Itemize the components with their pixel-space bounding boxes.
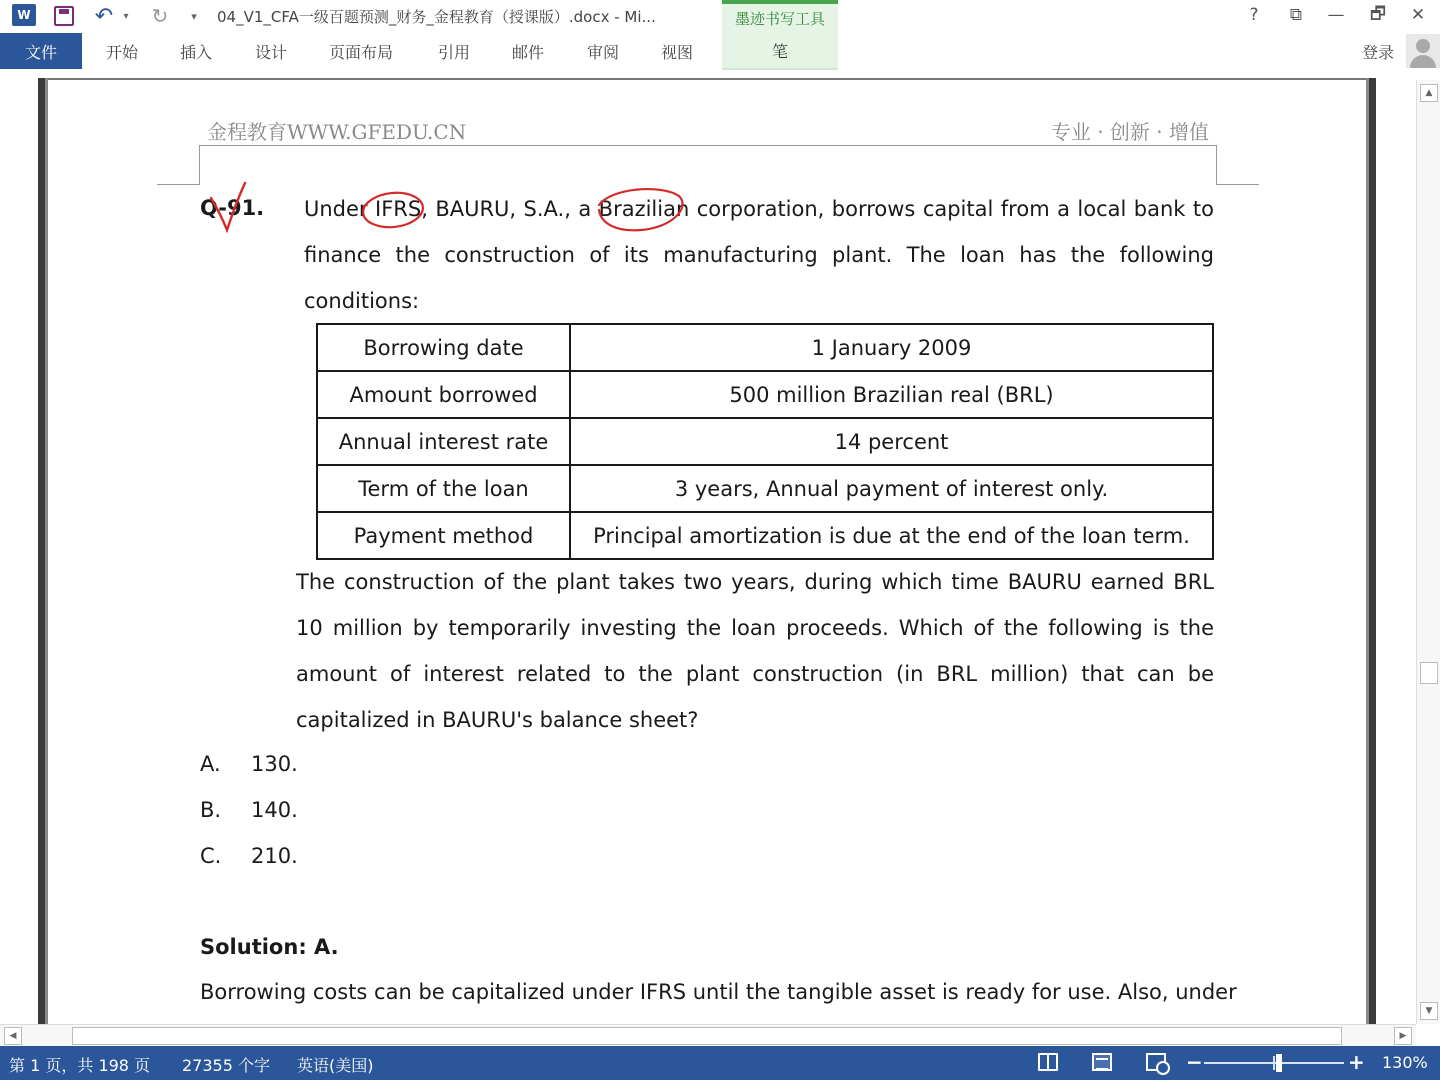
zoom-slider-thumb[interactable] xyxy=(1276,1054,1282,1072)
scroll-up-icon[interactable]: ▲ xyxy=(1420,84,1438,102)
option-letter-c: C. xyxy=(200,844,222,868)
customize-qat-icon[interactable]: ▾ xyxy=(191,9,197,23)
page-edge-right xyxy=(1366,78,1376,1024)
option-value-a: 130. xyxy=(251,752,298,776)
scroll-left-icon[interactable]: ◀ xyxy=(4,1027,22,1045)
zoom-slider-midmark xyxy=(1273,1056,1275,1070)
scroll-right-icon[interactable]: ▶ xyxy=(1394,1027,1412,1045)
zoom-level[interactable]: 130% xyxy=(1382,1053,1428,1072)
solution-text: Borrowing costs can be capitalized under IFRS until the tangible asset is ready for use. Also, under xyxy=(200,980,1237,1004)
read-mode-icon[interactable] xyxy=(1038,1053,1058,1071)
tab-view[interactable]: 视图 xyxy=(661,43,694,62)
loan-conditions-table xyxy=(316,323,1214,560)
table-row xyxy=(317,512,1213,559)
option-letter-b: B. xyxy=(200,798,222,822)
tab-review[interactable]: 审阅 xyxy=(587,43,620,62)
word-icon-letter: W xyxy=(17,8,31,22)
tab-insert[interactable]: 插入 xyxy=(180,43,213,62)
margin-mark-right xyxy=(1216,184,1259,185)
header-tick-left xyxy=(199,145,200,185)
minimize-icon[interactable]: — xyxy=(1327,5,1345,25)
table-cell-value: Principal amortization is due at the end of the loan term. xyxy=(570,512,1213,559)
tab-pen[interactable]: 笔 xyxy=(722,32,838,70)
title-bar xyxy=(0,0,1440,32)
word-count[interactable]: 27355 个字 xyxy=(182,1056,270,1075)
document-workspace xyxy=(0,70,1440,1024)
ribbon-tabs xyxy=(0,32,1440,70)
option-value-c: 210. xyxy=(251,844,298,868)
tab-design[interactable]: 设计 xyxy=(255,43,288,62)
page-header-left: 金程教育WWW.GFEDU.CN xyxy=(207,120,467,144)
tab-file[interactable]: 文件 xyxy=(0,33,82,69)
table-cell-label: Annual interest rate xyxy=(317,418,570,465)
question-body: The construction of the plant takes two years, during which time BAURU earned BRL 10 million by temporarily investing the loan proceeds. Which of the following is the amount of interest related to the plant construction (in BRL million) that can be capitalized in BAURU's balance sheet? xyxy=(296,570,1214,732)
table-cell-label: Term of the loan xyxy=(317,465,570,512)
table-cell-value: 14 percent xyxy=(570,418,1213,465)
print-layout-icon[interactable] xyxy=(1092,1053,1112,1071)
table-row xyxy=(317,324,1213,371)
document-title: 04_V1_CFA一级百题预测_财务_金程教育（授课版）.docx - Mi... xyxy=(217,8,656,26)
tab-references[interactable]: 引用 xyxy=(438,43,471,62)
close-icon[interactable]: ✕ xyxy=(1410,5,1426,25)
vertical-scrollbar[interactable] xyxy=(1416,80,1440,1024)
header-rule xyxy=(199,145,1217,146)
help-icon[interactable]: ? xyxy=(1249,5,1259,25)
zoom-in-icon[interactable]: + xyxy=(1348,1050,1365,1074)
tab-mailings[interactable]: 邮件 xyxy=(512,43,545,62)
horizontal-scroll-thumb[interactable] xyxy=(72,1027,1342,1045)
zoom-out-icon[interactable]: − xyxy=(1186,1050,1203,1074)
page-edge-left xyxy=(38,78,48,1024)
page-header-right: 专业 · 创新 · 增值 xyxy=(1050,120,1209,144)
word-icon[interactable] xyxy=(12,4,36,26)
restore-icon[interactable]: 🗗 xyxy=(1370,3,1386,24)
table-cell-label: Borrowing date xyxy=(317,324,570,371)
scroll-down-icon[interactable]: ▼ xyxy=(1420,1002,1438,1020)
table-row xyxy=(317,465,1213,512)
option-letter-a: A. xyxy=(200,752,221,776)
avatar[interactable] xyxy=(1406,34,1440,68)
ink-tools-group-title: 墨迹书写工具 xyxy=(722,0,838,32)
horizontal-scrollbar[interactable] xyxy=(0,1024,1416,1046)
table-row xyxy=(317,371,1213,418)
option-value-b: 140. xyxy=(251,798,298,822)
undo-icon[interactable]: ↶ xyxy=(94,3,114,29)
table-cell-value: 3 years, Annual payment of interest only. xyxy=(570,465,1213,512)
question-intro: Under IFRS, BAURU, S.A., a Brazilian corporation, borrows capital from a local bank to finance the construction of its manufacturing plant. The loan has the following conditions: xyxy=(304,197,1214,313)
redo-icon[interactable]: ↻ xyxy=(151,4,169,28)
table-cell-value: 1 January 2009 xyxy=(570,324,1213,371)
page-count[interactable]: 第 1 页，共 198 页 xyxy=(9,1056,151,1075)
table-cell-label: Payment method xyxy=(317,512,570,559)
margin-mark-left xyxy=(157,184,200,185)
solution-label: Solution: A. xyxy=(200,935,339,959)
ribbon-display-icon[interactable]: ⧉ xyxy=(1289,5,1303,25)
language-indicator[interactable]: 英语(美国) xyxy=(297,1056,374,1075)
table-cell-value: 500 million Brazilian real (BRL) xyxy=(570,371,1213,418)
document-page[interactable] xyxy=(51,80,1363,1024)
table-cell-label: Amount borrowed xyxy=(317,371,570,418)
save-icon[interactable] xyxy=(52,4,76,28)
web-layout-icon[interactable] xyxy=(1146,1053,1166,1071)
vertical-scroll-thumb[interactable] xyxy=(1420,662,1438,684)
table-row xyxy=(317,418,1213,465)
header-tick-right xyxy=(1216,145,1217,185)
tab-home[interactable]: 开始 xyxy=(106,43,139,62)
tab-page-layout[interactable]: 页面布局 xyxy=(329,43,394,62)
signin-link[interactable]: 登录 xyxy=(1362,43,1395,62)
question-label: Q-91. xyxy=(200,196,265,220)
undo-dropdown-icon[interactable]: ▾ xyxy=(123,10,129,22)
status-bar xyxy=(0,1046,1440,1080)
